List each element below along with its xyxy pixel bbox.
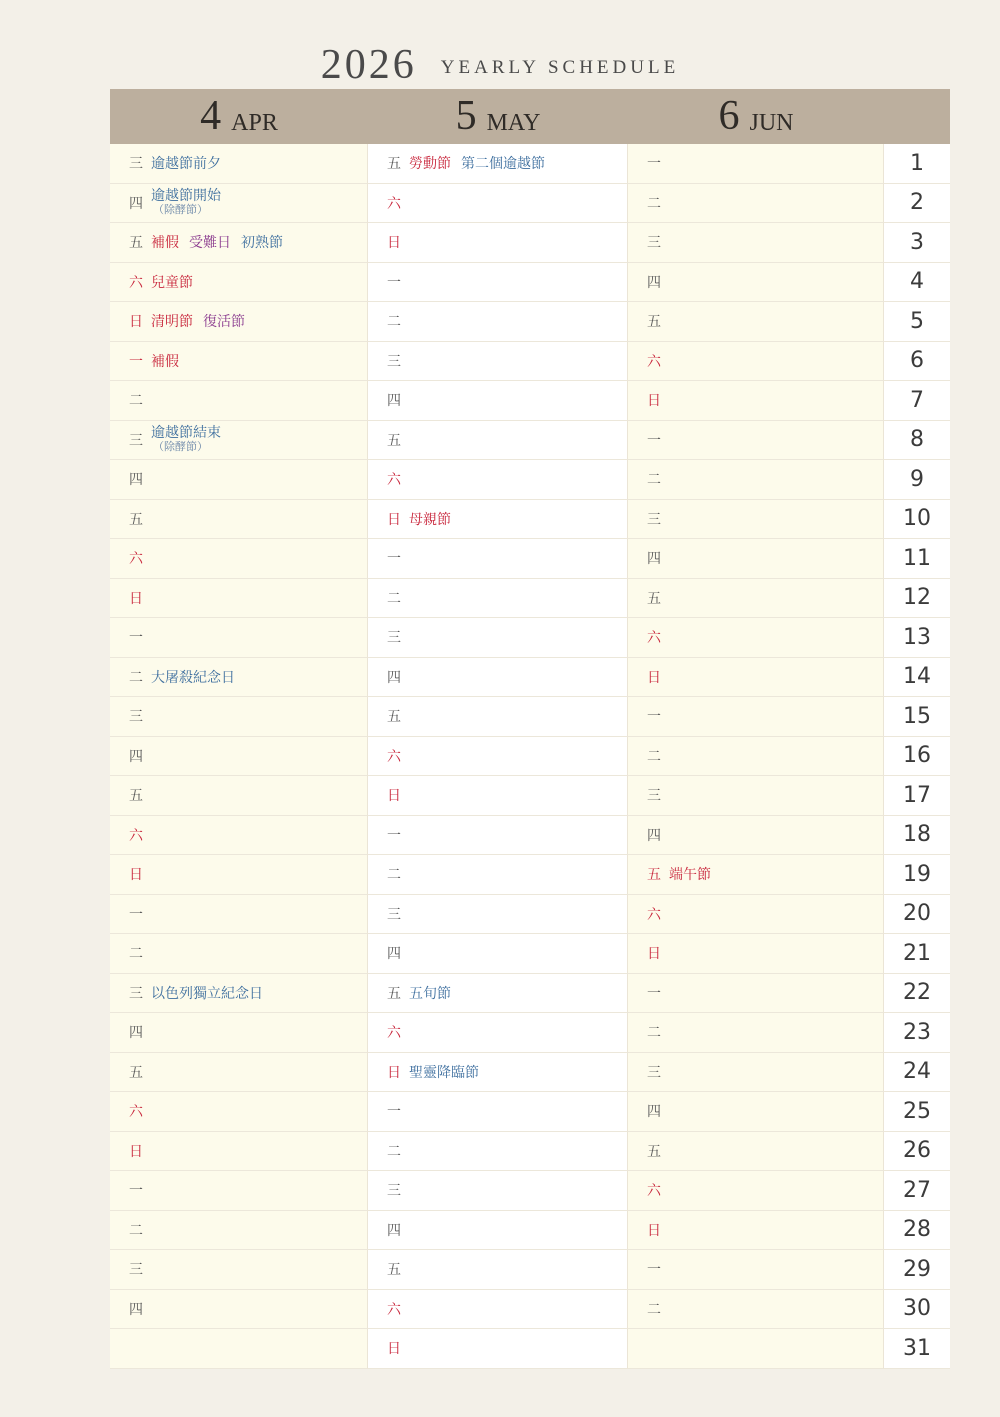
day-cell — [368, 1092, 628, 1132]
day-number: 1 — [884, 144, 950, 184]
weekday-label: 五 — [387, 709, 401, 726]
weekday-label: 五 — [647, 867, 661, 884]
day-cell — [628, 539, 884, 579]
day-number: 2 — [884, 184, 950, 224]
day-cell — [110, 1250, 368, 1290]
day-cell — [368, 144, 628, 184]
day-cell — [628, 1132, 884, 1172]
weekday-label: 六 — [387, 1025, 401, 1042]
day-cell — [628, 1329, 884, 1369]
event-label: 端午節 — [669, 867, 711, 884]
weekday-label: 五 — [129, 1064, 143, 1081]
day-cell — [628, 1171, 884, 1211]
weekday-label: 三 — [129, 156, 143, 173]
weekday-label: 日 — [387, 235, 401, 252]
month-header-row — [110, 89, 950, 144]
weekday-label: 四 — [387, 393, 401, 410]
day-cell — [110, 263, 368, 303]
weekday-label: 日 — [129, 590, 143, 607]
day-cell — [110, 618, 368, 658]
day-number: 5 — [884, 302, 950, 342]
weekday-label: 二 — [647, 1025, 661, 1042]
weekday-label: 一 — [387, 274, 401, 291]
schedule-body — [110, 144, 950, 1369]
weekday-label: 四 — [387, 669, 401, 686]
weekday-label: 四 — [387, 1222, 401, 1239]
weekday-label: 六 — [129, 274, 143, 291]
day-cell — [110, 302, 368, 342]
event-label: 勞動節 — [409, 156, 451, 173]
weekday-label: 四 — [129, 195, 143, 212]
weekday-label: 日 — [647, 1222, 661, 1239]
event-label: 大屠殺紀念日 — [151, 669, 235, 686]
day-cell — [110, 184, 368, 224]
weekday-label: 一 — [647, 709, 661, 726]
weekday-label: 六 — [647, 906, 661, 923]
month-abbr: MAY — [486, 110, 541, 136]
day-number: 11 — [884, 539, 950, 579]
day-cell — [628, 697, 884, 737]
day-number: 23 — [884, 1013, 950, 1053]
weekday-label: 六 — [647, 630, 661, 647]
weekday-label: 六 — [129, 551, 143, 568]
weekday-label: 六 — [387, 748, 401, 765]
weekday-label: 五 — [129, 788, 143, 805]
day-cell — [368, 263, 628, 303]
day-cell — [110, 144, 368, 184]
day-cell — [110, 974, 368, 1014]
day-cell — [368, 934, 628, 974]
day-cell — [368, 658, 628, 698]
weekday-label: 二 — [387, 1143, 401, 1160]
weekday-label: 三 — [387, 353, 401, 370]
schedule-table — [110, 89, 950, 1369]
day-number: 15 — [884, 697, 950, 737]
weekday-label: 一 — [387, 827, 401, 844]
weekday-label: 日 — [387, 1341, 401, 1358]
day-number: 25 — [884, 1092, 950, 1132]
day-cell — [368, 816, 628, 856]
month-number: 5 — [455, 93, 477, 139]
day-cell — [368, 223, 628, 263]
weekday-label: 六 — [387, 1301, 401, 1318]
day-cell — [368, 460, 628, 500]
day-cell — [628, 855, 884, 895]
weekday-label: 三 — [129, 1262, 143, 1279]
day-cell — [628, 895, 884, 935]
day-number: 18 — [884, 816, 950, 856]
day-cell — [628, 658, 884, 698]
event-label: 五旬節 — [409, 985, 451, 1002]
event-label: 逾越節開始 — [151, 188, 221, 204]
weekday-label: 五 — [387, 156, 401, 173]
month-abbr: APR — [231, 110, 278, 136]
weekday-label: 二 — [129, 1222, 143, 1239]
weekday-label: 日 — [129, 867, 143, 884]
weekday-label: 三 — [129, 985, 143, 1002]
day-cell — [628, 974, 884, 1014]
day-number: 19 — [884, 855, 950, 895]
day-cell — [368, 539, 628, 579]
day-number: 13 — [884, 618, 950, 658]
weekday-label: 日 — [129, 1143, 143, 1160]
weekday-label: 四 — [387, 946, 401, 963]
weekday-label: 五 — [129, 235, 143, 252]
event-label: 清明節 — [151, 314, 193, 331]
weekday-label: 日 — [647, 393, 661, 410]
weekday-label: 五 — [647, 1143, 661, 1160]
day-cell — [368, 184, 628, 224]
weekday-label: 一 — [129, 630, 143, 647]
weekday-label: 二 — [129, 669, 143, 686]
day-cell — [368, 342, 628, 382]
day-cell — [110, 1290, 368, 1330]
day-cell — [368, 1171, 628, 1211]
day-number: 29 — [884, 1250, 950, 1290]
weekday-label: 三 — [647, 1064, 661, 1081]
day-cell — [110, 697, 368, 737]
day-cell — [628, 421, 884, 461]
weekday-label: 日 — [647, 946, 661, 963]
day-cell — [628, 934, 884, 974]
weekday-label: 二 — [647, 1301, 661, 1318]
day-cell — [368, 737, 628, 777]
day-cell — [110, 737, 368, 777]
event-label: 兒童節 — [151, 274, 193, 291]
day-number: 30 — [884, 1290, 950, 1330]
event-group — [151, 426, 221, 453]
day-cell — [628, 500, 884, 540]
weekday-label: 日 — [647, 669, 661, 686]
day-number: 9 — [884, 460, 950, 500]
weekday-label: 一 — [647, 985, 661, 1002]
day-number: 20 — [884, 895, 950, 935]
day-cell — [110, 1053, 368, 1093]
weekday-label: 四 — [647, 274, 661, 291]
event-note: （除酵節） — [153, 203, 208, 217]
event-label: 以色列獨立紀念日 — [151, 985, 263, 1002]
day-cell — [368, 579, 628, 619]
weekday-label: 二 — [647, 195, 661, 212]
day-cell — [110, 381, 368, 421]
weekday-label: 日 — [387, 511, 401, 528]
day-number: 26 — [884, 1132, 950, 1172]
day-cell — [368, 895, 628, 935]
day-cell — [368, 1013, 628, 1053]
weekday-label: 一 — [387, 1104, 401, 1121]
day-number: 22 — [884, 974, 950, 1014]
day-cell — [110, 460, 368, 500]
day-cell — [628, 618, 884, 658]
event-label: 補假 — [151, 353, 179, 370]
day-number: 7 — [884, 381, 950, 421]
day-cell — [368, 697, 628, 737]
month-header-may — [368, 89, 628, 144]
weekday-label: 二 — [129, 393, 143, 410]
weekday-label: 五 — [387, 985, 401, 1002]
schedule-subtitle: YEARLY SCHEDULE — [440, 57, 680, 78]
day-cell — [110, 1092, 368, 1132]
day-cell — [628, 342, 884, 382]
day-cell — [110, 776, 368, 816]
weekday-label: 一 — [647, 432, 661, 449]
weekday-label: 二 — [647, 472, 661, 489]
weekday-label: 二 — [387, 867, 401, 884]
day-cell — [628, 1013, 884, 1053]
day-cell — [628, 184, 884, 224]
weekday-label: 四 — [647, 827, 661, 844]
day-number: 16 — [884, 737, 950, 777]
event-label: 母親節 — [409, 511, 451, 528]
day-cell — [628, 776, 884, 816]
weekday-label: 一 — [387, 551, 401, 568]
event-label: 受難日 — [189, 235, 231, 252]
weekday-label: 六 — [647, 353, 661, 370]
event-label: 初熟節 — [241, 235, 283, 252]
weekday-label: 一 — [647, 1262, 661, 1279]
april-column — [110, 144, 368, 1369]
day-cell — [368, 1290, 628, 1330]
month-header-apr — [110, 89, 368, 144]
event-label: 補假 — [151, 235, 179, 252]
weekday-label: 日 — [129, 314, 143, 331]
weekday-label: 三 — [387, 630, 401, 647]
weekday-label: 五 — [129, 511, 143, 528]
weekday-label: 三 — [129, 432, 143, 449]
day-cell — [110, 539, 368, 579]
day-cell — [628, 1250, 884, 1290]
day-number-header — [884, 89, 950, 144]
day-cell — [368, 500, 628, 540]
weekday-label: 一 — [129, 353, 143, 370]
day-cell — [628, 381, 884, 421]
day-number-column — [884, 144, 950, 1369]
event-label: 聖靈降臨節 — [409, 1064, 479, 1081]
day-number: 24 — [884, 1053, 950, 1093]
weekday-label: 一 — [647, 156, 661, 173]
weekday-label: 二 — [387, 314, 401, 331]
day-number: 31 — [884, 1329, 950, 1369]
weekday-label: 三 — [129, 709, 143, 726]
day-cell — [628, 1290, 884, 1330]
june-column — [628, 144, 884, 1369]
day-cell — [628, 1211, 884, 1251]
page-header — [0, 28, 1000, 86]
day-cell — [628, 460, 884, 500]
weekday-label: 五 — [647, 314, 661, 331]
weekday-label: 二 — [647, 748, 661, 765]
day-cell — [110, 895, 368, 935]
day-cell — [110, 421, 368, 461]
month-number: 6 — [718, 93, 740, 139]
weekday-label: 一 — [129, 906, 143, 923]
day-number: 6 — [884, 342, 950, 382]
day-cell — [368, 381, 628, 421]
weekday-label: 六 — [129, 827, 143, 844]
weekday-label: 日 — [387, 1064, 401, 1081]
day-cell — [110, 1171, 368, 1211]
day-cell — [110, 1329, 368, 1369]
weekday-label: 五 — [387, 432, 401, 449]
day-cell — [628, 816, 884, 856]
weekday-label: 三 — [647, 788, 661, 805]
day-cell — [368, 974, 628, 1014]
day-number: 12 — [884, 579, 950, 619]
weekday-label: 三 — [647, 235, 661, 252]
event-note: （除酵節） — [153, 440, 208, 454]
event-label: 逾越節前夕 — [151, 156, 221, 173]
weekday-label: 四 — [129, 1025, 143, 1042]
weekday-label: 五 — [387, 1262, 401, 1279]
month-number: 4 — [200, 93, 222, 139]
day-number: 27 — [884, 1171, 950, 1211]
day-number: 17 — [884, 776, 950, 816]
day-cell — [368, 302, 628, 342]
day-number: 8 — [884, 421, 950, 461]
day-cell — [628, 1092, 884, 1132]
day-cell — [110, 223, 368, 263]
day-cell — [628, 263, 884, 303]
weekday-label: 四 — [129, 748, 143, 765]
day-cell — [110, 816, 368, 856]
day-number: 3 — [884, 223, 950, 263]
day-cell — [110, 342, 368, 382]
weekday-label: 六 — [129, 1104, 143, 1121]
day-cell — [368, 1329, 628, 1369]
day-cell — [628, 302, 884, 342]
month-header-jun — [628, 89, 884, 144]
day-cell — [110, 1211, 368, 1251]
day-cell — [368, 776, 628, 816]
day-cell — [628, 579, 884, 619]
day-cell — [368, 1132, 628, 1172]
weekday-label: 二 — [129, 946, 143, 963]
year-title: 2026 — [320, 42, 417, 88]
day-cell — [368, 421, 628, 461]
weekday-label: 四 — [647, 1104, 661, 1121]
weekday-label: 五 — [647, 590, 661, 607]
day-cell — [368, 1250, 628, 1290]
weekday-label: 三 — [647, 511, 661, 528]
day-number: 4 — [884, 263, 950, 303]
day-cell — [368, 1053, 628, 1093]
day-number: 10 — [884, 500, 950, 540]
event-group — [151, 189, 221, 216]
day-cell — [110, 855, 368, 895]
weekday-label: 二 — [387, 590, 401, 607]
day-cell — [368, 855, 628, 895]
day-cell — [368, 1211, 628, 1251]
day-cell — [110, 934, 368, 974]
day-cell — [628, 1053, 884, 1093]
weekday-label: 六 — [387, 195, 401, 212]
weekday-label: 四 — [647, 551, 661, 568]
day-cell — [628, 737, 884, 777]
weekday-label: 四 — [129, 1301, 143, 1318]
event-label: 復活節 — [203, 314, 245, 331]
day-cell — [110, 500, 368, 540]
day-cell — [628, 144, 884, 184]
day-cell — [368, 618, 628, 658]
weekday-label: 三 — [387, 906, 401, 923]
day-cell — [110, 1013, 368, 1053]
day-number: 28 — [884, 1211, 950, 1251]
day-cell — [110, 579, 368, 619]
weekday-label: 六 — [387, 472, 401, 489]
month-abbr: JUN — [749, 110, 794, 136]
weekday-label: 一 — [129, 1183, 143, 1200]
event-label: 逾越節結束 — [151, 425, 221, 441]
may-column — [368, 144, 628, 1369]
weekday-label: 三 — [387, 1183, 401, 1200]
day-cell — [628, 223, 884, 263]
event-label: 第二個逾越節 — [461, 156, 545, 173]
day-cell — [110, 658, 368, 698]
weekday-label: 四 — [129, 472, 143, 489]
day-number: 21 — [884, 934, 950, 974]
weekday-label: 日 — [387, 788, 401, 805]
weekday-label: 六 — [647, 1183, 661, 1200]
day-cell — [110, 1132, 368, 1172]
day-number: 14 — [884, 658, 950, 698]
